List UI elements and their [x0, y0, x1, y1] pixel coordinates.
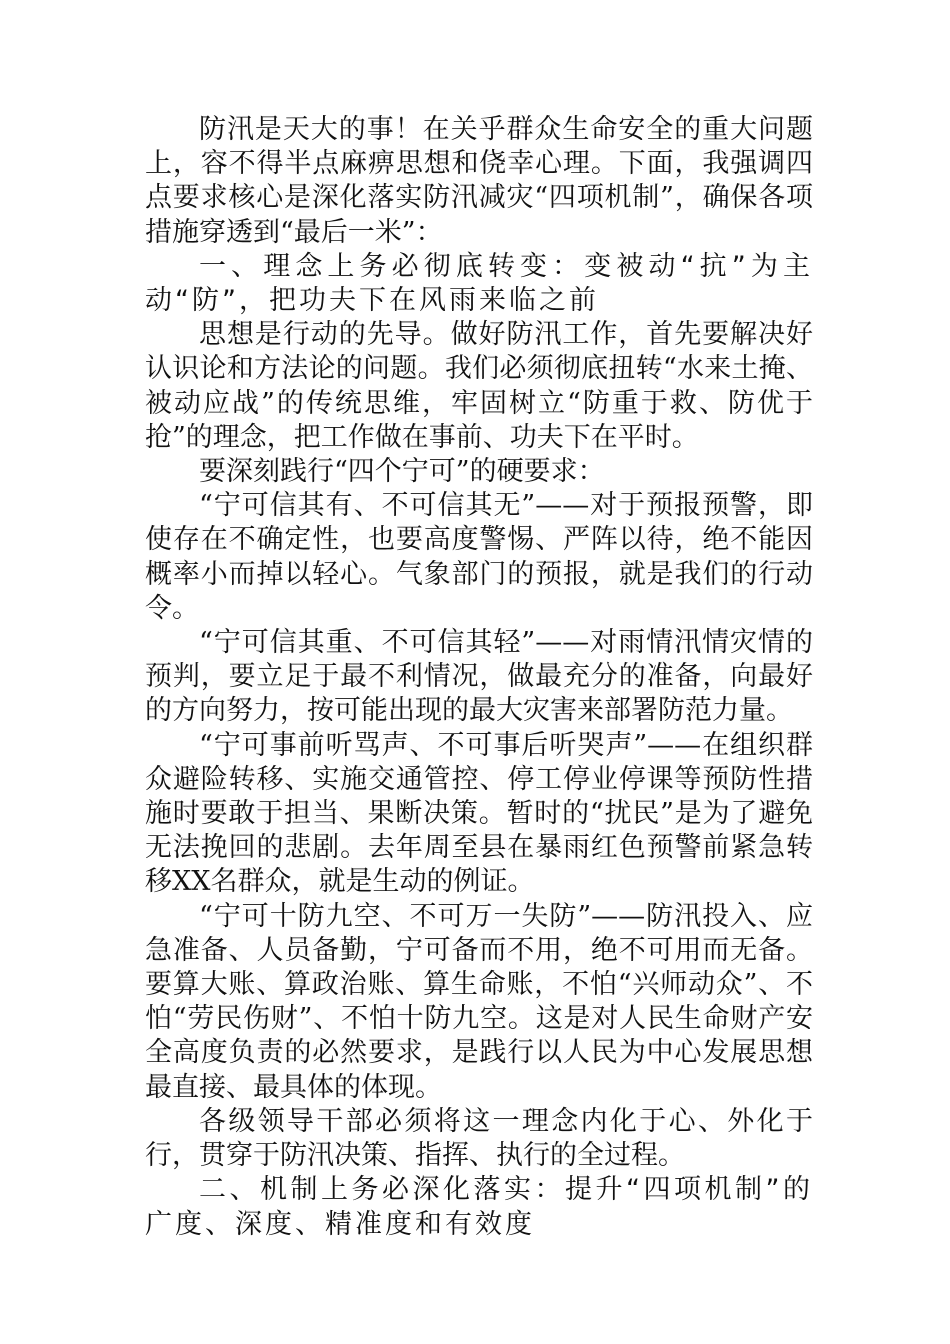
body-paragraph: “宁可信其重、不可信其轻”——对雨情汛情灾情的预判，要立足于最不利情况，做最充分的准备，向最好的方向努力，按可能出现的最大灾害来部署防范力量。	[145, 627, 813, 727]
body-paragraph: “宁可信其有、不可信其无”——对于预报预警，即使存在不确定性，也要高度警惕、严阵以待，绝不能因概率小而掉以轻心。气象部门的预报，就是我们的行动令。	[145, 490, 813, 624]
body-paragraph: 思想是行动的先导。做好防汛工作，首先要解决好认识论和方法论的问题。我们必须彻底扭转“水来土掩、被动应战”的传统思维，牢固树立“防重于救、防优于抢”的理念，把工作做在事前、功夫下在平时。	[145, 319, 813, 453]
section-heading-1: 一、理念上务必彻底转变：变被动“抗”为主动“防”，把功夫下在风雨来临之前	[145, 250, 813, 317]
section-heading-2: 二、机制上务必深化落实：提升“四项机制”的广度、深度、精准度和有效度	[145, 1174, 813, 1240]
document-body	[145, 113, 813, 1242]
body-paragraph: 要深刻践行“四个宁可”的硬要求：	[199, 456, 605, 488]
intro-paragraph: 防汛是天大的事！在关乎群众生命安全的重大问题上，容不得半点麻痹思想和侥幸心理。下面，我强调四点要求核心是深化落实防汛减灾“四项机制”，确保各项措施穿透到“最后一米”：	[145, 114, 813, 248]
body-paragraph: “宁可十防九空、不可万一失防”——防汛投入、应急准备、人员备勤，宁可备而不用，绝不可用而无备。要算大账、算政治账、算生命账，不怕“兴师动众”、不怕“劳民伤财”、不怕十防九空。这是对人民生命财产安全高度负责的必然要求，是践行以人民为中心发展思想最直接、最具体的体现。	[145, 900, 813, 1103]
body-paragraph: “宁可事前听骂声、不可事后听哭声”——在组织群众避险转移、实施交通管控、停工停业停课等预防性措施时要敢于担当、果断决策。暂时的“扰民”是为了避免无法挽回的悲剧。去年周至县在暴雨红色预警前紧急转移XX名群众，就是生动的例证。	[145, 729, 813, 898]
body-paragraph: 各级领导干部必须将这一理念内化于心、外化于行，贯穿于防汛决策、指挥、执行的全过程。	[145, 1105, 813, 1172]
